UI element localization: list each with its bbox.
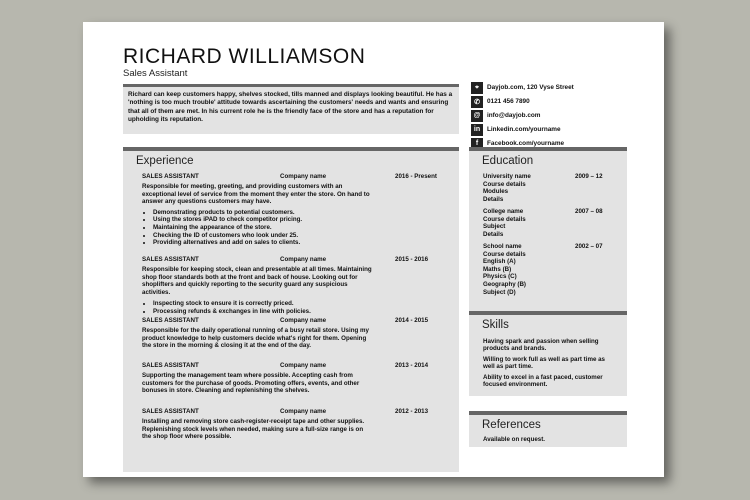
job-title: SALES ASSISTANT [142,256,199,263]
education-heading: Education [482,155,534,167]
education-line: Maths (B) [483,265,512,273]
job-bullet: • Processing refunds & exchanges in line with policies. [153,308,383,316]
job-bullets [142,300,383,315]
education-line: Subject [483,223,506,231]
job-dates: 2014 - 2015 [395,317,429,324]
phone-icon: ✆ [471,96,483,108]
candidate-name: RICHARD WILLIAMSON [123,45,366,68]
resume-page [83,22,664,477]
contact-email: @ info@dayjob.com [471,109,621,123]
education-dates: 2002 – 07 [575,243,603,250]
education-school: College name [483,208,524,215]
job-bullet: • Demonstrating products to potential customers. [153,209,383,217]
location-icon: ⌖ [471,82,483,94]
job-company: Company name [280,317,327,324]
job-bullet: • Checking the ID of customers who look under 25. [153,232,383,240]
job-company: Company name [280,256,327,263]
job-dates: 2015 - 2016 [395,256,429,263]
education-line: Course details [483,250,526,258]
skill-item: Ability to excel in a fast paced, customer focused environment. [483,374,603,389]
job-title: SALES ASSISTANT [142,173,199,180]
job-bullet: • Providing alternatives and add on sales to clients. [153,239,383,247]
contact-linkedin: in Linkedin.com/yourname [471,123,621,137]
education-entry [483,208,615,238]
job-bullet: • Inspecting stock to ensure it is correctly priced. [153,300,383,308]
job-description: Responsible for keeping stock, clean and presentable at all times. Maintaining shop floor standards both at the front and back of house. Looking out for shoplifters and quickly reporting to the security guard any suspicious activities. [142,266,372,296]
skill-item: Willing to work full as well as part time as well as part time. [483,356,606,371]
education-line: Subject (D) [483,288,516,296]
education-section [469,147,627,313]
job-description: Installing and removing store cash-register-receipt tape and other supplies. Replenishing stock levels when needed, making sure a full-size range is on the shop floor where possible. [142,418,365,441]
education-line: Physics (C) [483,273,517,281]
facebook-icon: f [471,138,483,150]
education-line: Course details [483,215,526,223]
skill-item: Having spark and passion when selling products and brands. [483,338,599,353]
job-entry [142,173,447,247]
education-line: Details [483,195,504,203]
job-company: Company name [280,408,327,415]
job-bullets [142,209,383,247]
job-entry [142,256,447,316]
email-icon: @ [471,110,483,122]
job-title: SALES ASSISTANT [142,362,199,369]
job-title: SALES ASSISTANT [142,317,199,324]
skills-heading: Skills [482,319,509,331]
job-entry [142,362,447,395]
references-heading: References [482,419,541,431]
contact-list [471,81,621,151]
contact-phone: ✆ 0121 456 7890 [471,95,621,109]
education-entry [483,243,615,296]
job-title: SALES ASSISTANT [142,408,199,415]
candidate-role: Sales Assistant [123,68,188,79]
job-bullet: • Maintaining the appearance of the store. [153,224,383,232]
contact-facebook: f Facebook.com/yourname [471,137,621,151]
education-line: Geography (B) [483,280,526,288]
experience-section [123,147,459,472]
references-value: Available on request. [483,436,546,443]
job-dates: 2013 - 2014 [395,362,429,369]
job-dates: 2012 - 2013 [395,408,429,415]
job-company: Company name [280,173,327,180]
education-school: School name [483,243,522,250]
job-bullet: • Using the stores iPAD to check competitor pricing. [153,216,383,224]
education-line: Modules [483,188,509,196]
linkedin-icon: in [471,124,483,136]
job-description: Responsible for the daily operational running of a busy retail store. Using my product knowledge to help customers decide what's right for them. Opening the store in the morning & closing it at the end of the day. [142,327,369,350]
job-company: Company name [280,362,327,369]
education-entry [483,173,615,203]
intro-summary: Richard can keep customers happy, shelves stocked, tills manned and displays looking beautiful. He has a 'nothing is too much trouble' attitude towards ascertaining the customers' needs and wants and ensuring that all of them are met. In his current role he is the friendly face of the store and has a reputation for upholding its reputation. [123,84,459,134]
education-line: English (A) [483,258,516,266]
education-line: Details [483,230,504,238]
job-description: Supporting the management team where possible. Accepting cash from customers for the purchase of goods. Promoting offers, events, and other bonuses in store. Cleaning and replenishing the shelves. [142,372,360,395]
references-section [469,411,627,447]
education-line: Course details [483,180,526,188]
education-dates: 2009 – 12 [575,173,603,180]
job-description: Responsible for meeting, greeting, and providing customers with an exceptional level of service from the moment they enter the store. On hand to answer any questions customers may have. [142,183,370,206]
job-dates: 2016 - Present [395,173,437,180]
skills-section [469,311,627,396]
job-entry [142,317,447,350]
experience-heading: Experience [136,155,194,167]
job-entry [142,408,447,441]
contact-address: ⌖ Dayjob.com, 120 Vyse Street [471,81,621,95]
education-dates: 2007 – 08 [575,208,603,215]
education-school: University name [483,173,531,180]
